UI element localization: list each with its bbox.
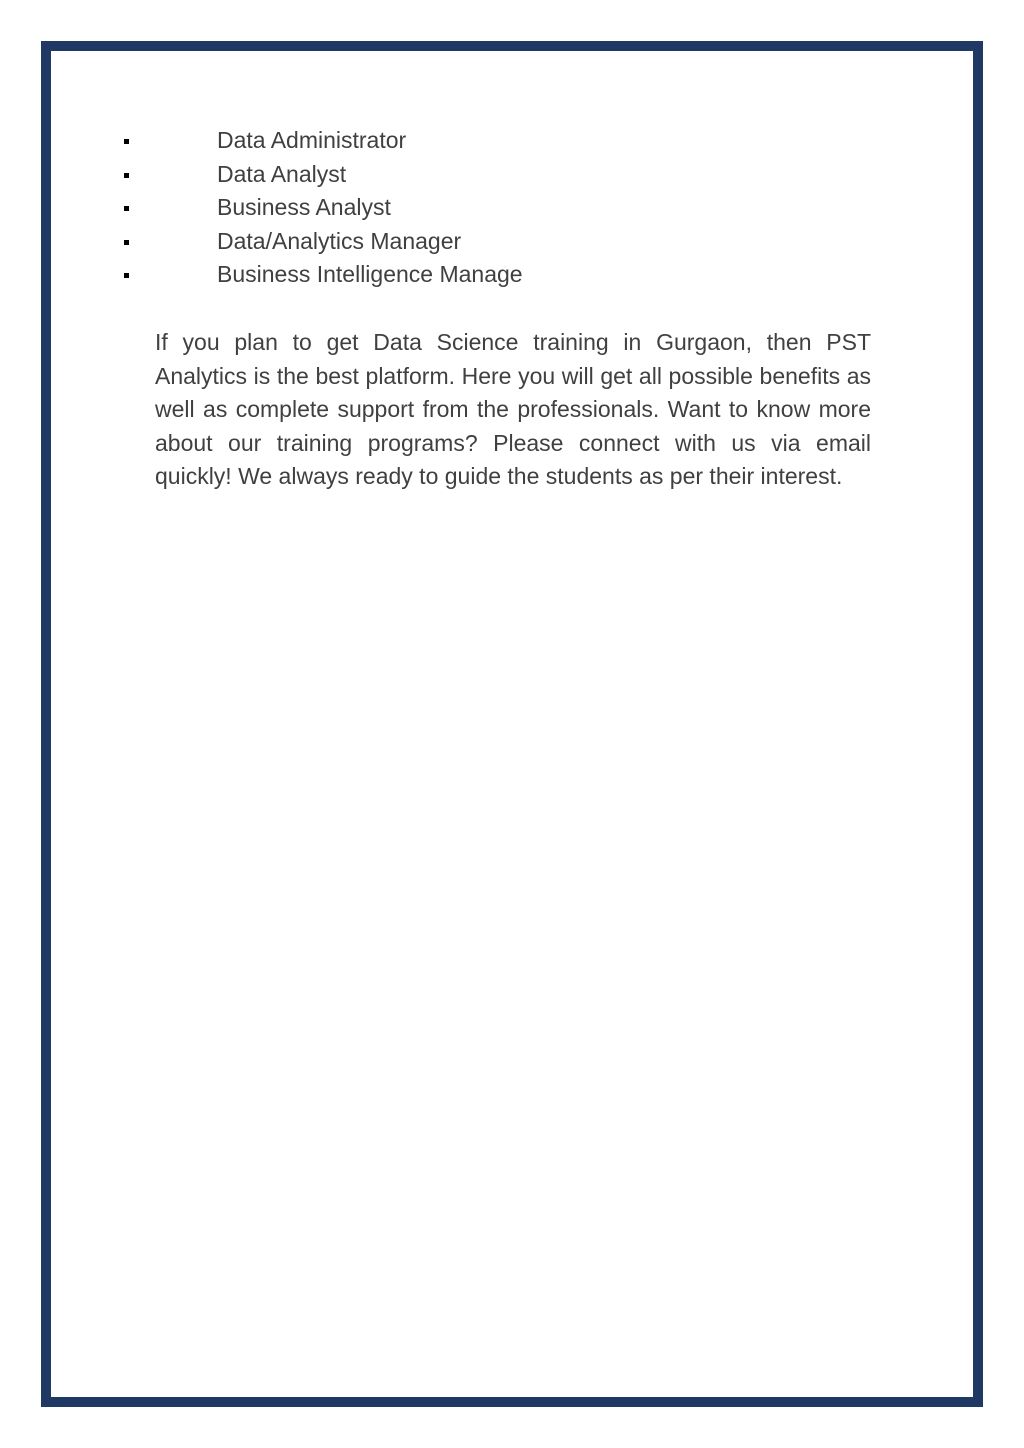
list-item-text: Business Intelligence Manage: [217, 261, 523, 287]
square-bullet-icon: [124, 240, 129, 245]
list-item-text: Business Analyst: [217, 194, 391, 220]
body-paragraph: If you plan to get Data Science training in Gurgaon, then PST Analytics is the best platform. Here you will get all possible benefits as well as complete support from the professionals. Want to know more about our training programs? Please connect with us via email quickly! We always ready to guide the students as per their interest.: [155, 329, 871, 490]
page-frame: [41, 41, 983, 1407]
square-bullet-icon: [124, 173, 129, 178]
list-item-text: Data/Analytics Manager: [217, 227, 462, 254]
square-bullet-icon: [124, 139, 129, 144]
list-item-text: Data Administrator: [217, 127, 407, 153]
list-item-text: Data Analyst: [217, 160, 347, 187]
square-bullet-icon: [124, 206, 129, 211]
square-bullet-icon: [124, 273, 129, 278]
